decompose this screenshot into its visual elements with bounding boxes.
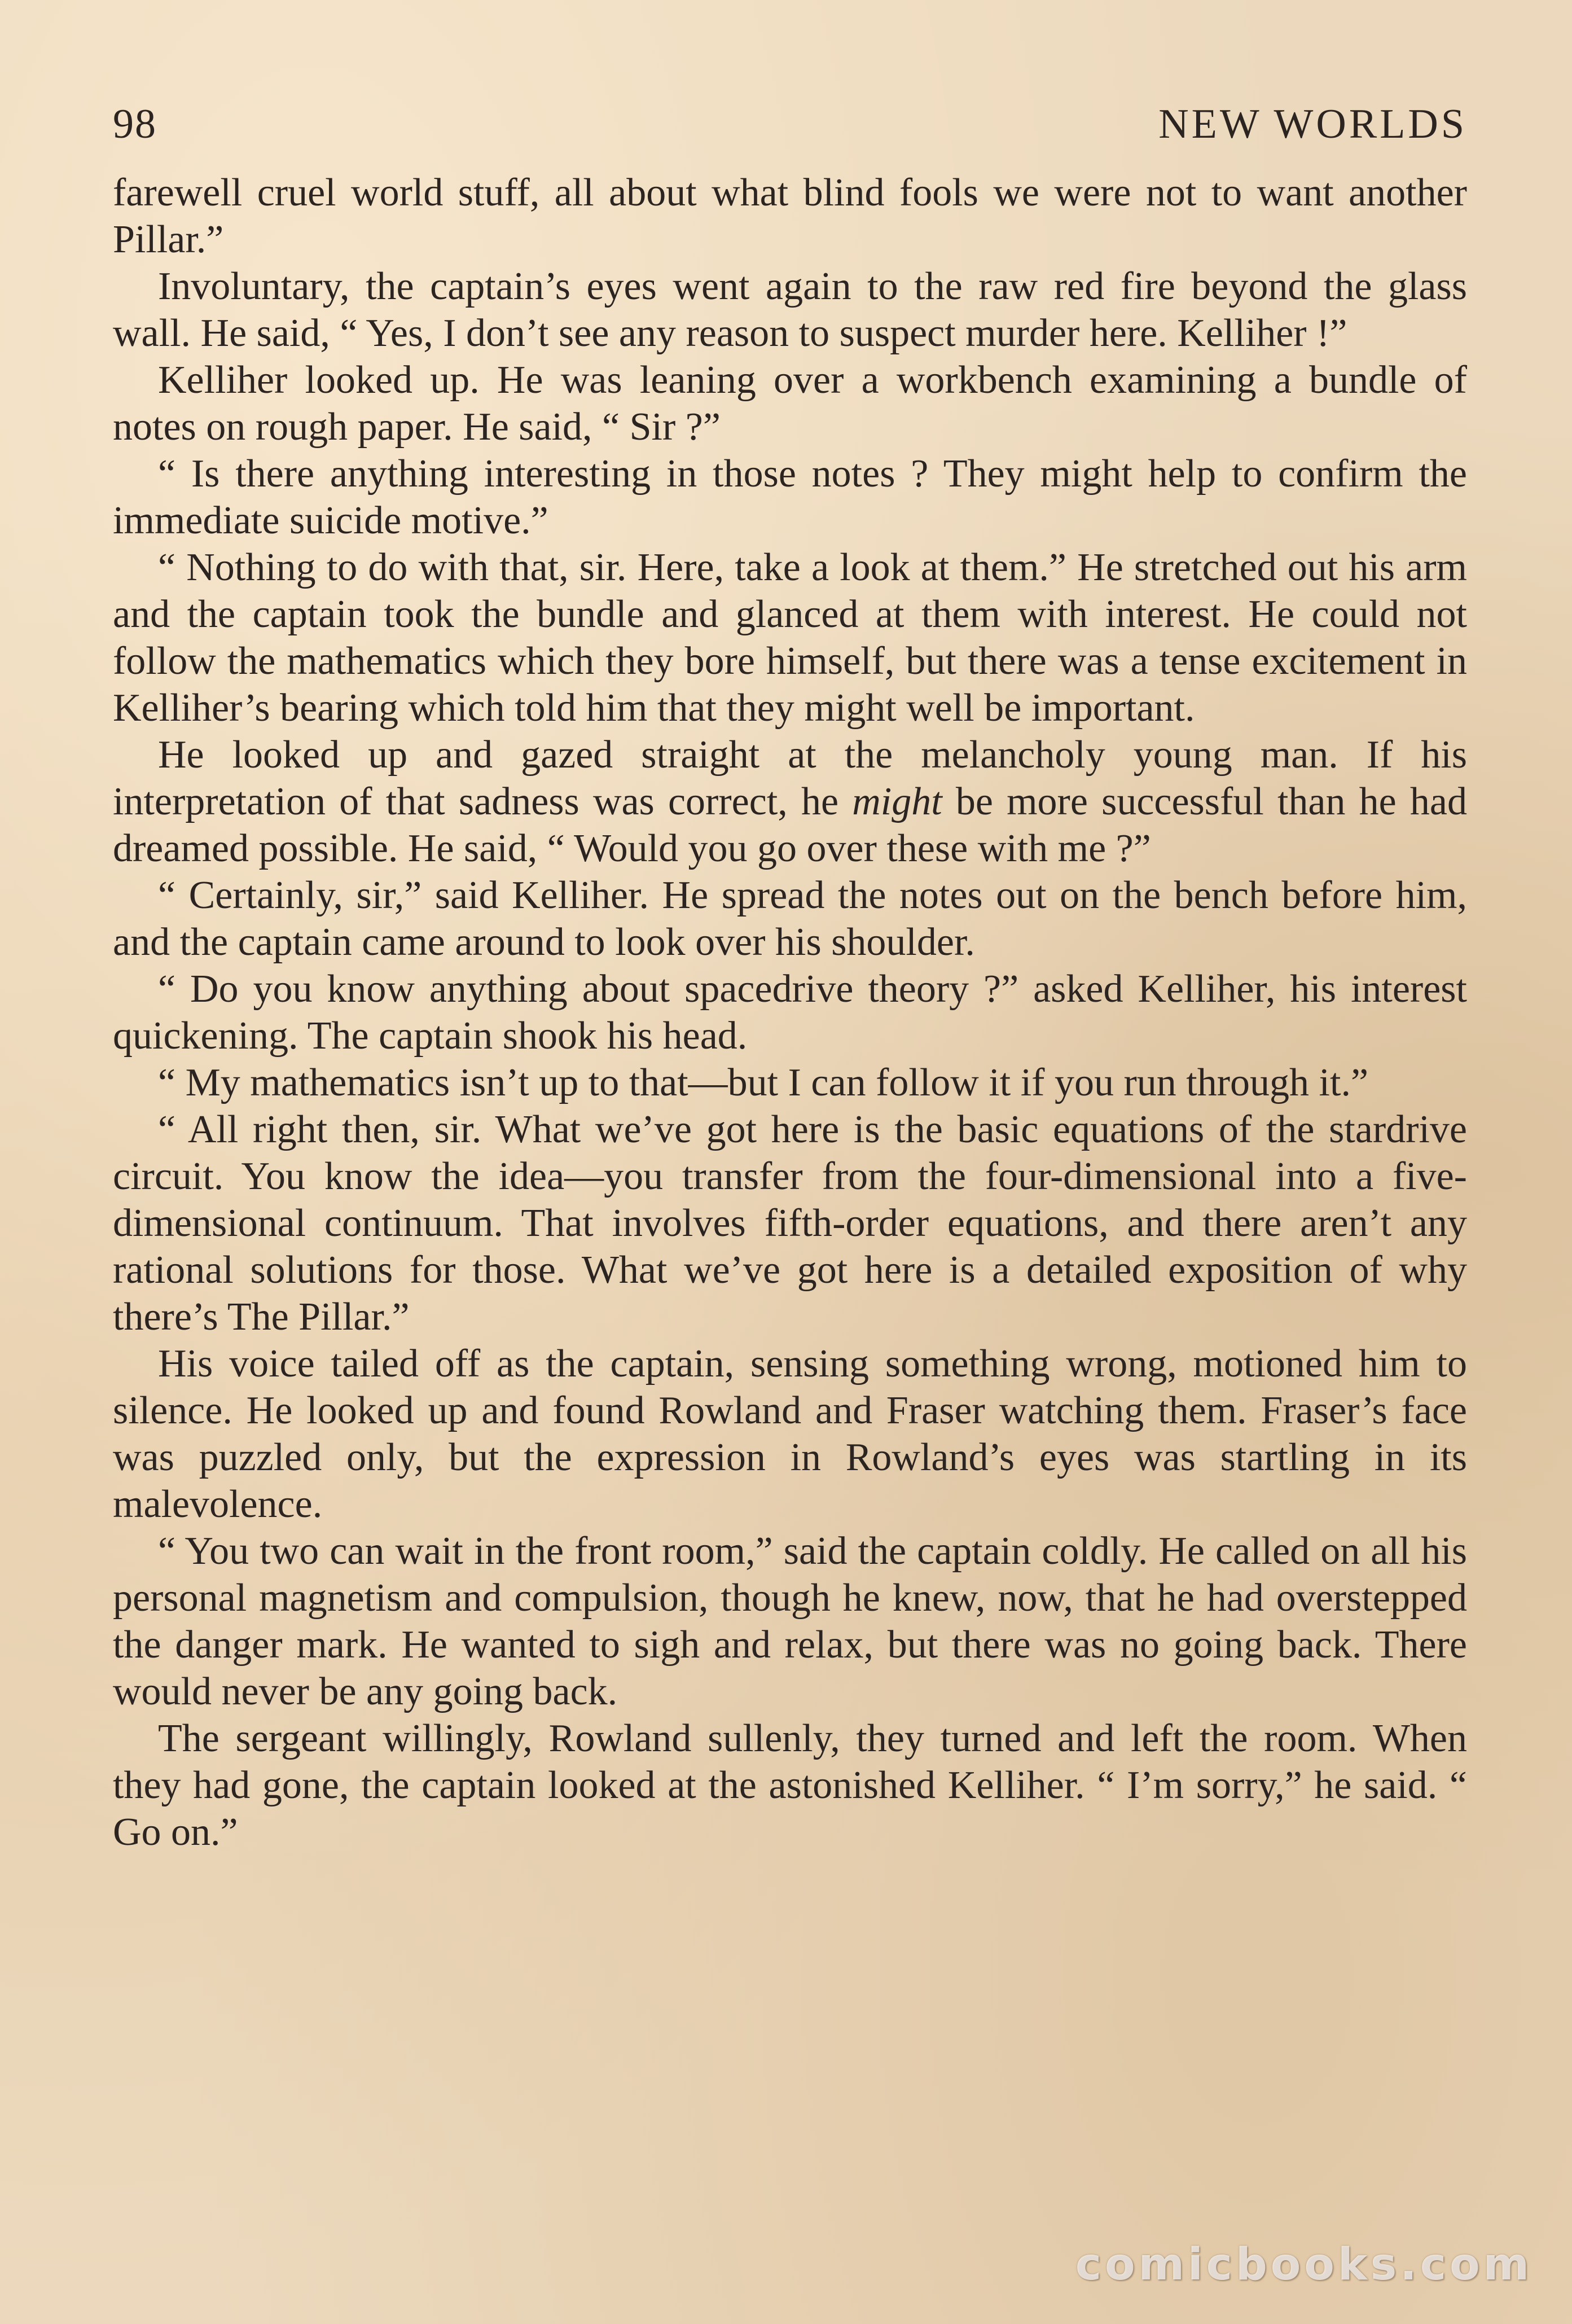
paragraph: His voice tailed off as the captain, sensing something wrong, motioned him to silence. He looked up and found Rowland and Fraser watching them. Fraser’s face was puzzled only, but the expression in Rowland’s eyes was startling in its malevolence. bbox=[113, 1342, 1467, 1526]
paragraph: “ Do you know anything about spacedrive theory ?” asked Kelliher, his interest quickening. The captain shook his head. bbox=[113, 967, 1467, 1058]
paragraph: farewell cruel world stuff, all about what blind fools we were not to want another Pillar.” bbox=[113, 171, 1467, 261]
paragraph: “ My mathematics isn’t up to that—but I can follow it if you run through it.” bbox=[158, 1061, 1369, 1104]
paragraph-text: be more successful than he had dreamed possible. He said, “ Would you go over these with me ?” bbox=[113, 780, 1467, 870]
paragraph-text: He looked up and gazed straight at the melancholy young man. If his interpretation of that sadness was correct, he bbox=[113, 733, 1467, 823]
paragraph: “ Is there anything interesting in those notes ? They might help to confirm the immediate suicide motive.” bbox=[113, 452, 1467, 542]
paragraph: “ All right then, sir. What we’ve got here is the basic equations of the stardrive circuit. You know the idea—you transfer from the four-dimensional into a five-dimensional continuum. That involves fifth-order equations, and there aren’t any rational solutions for those. What we’ve got here is a detailed exposition of why there’s The Pillar.” bbox=[113, 1108, 1467, 1339]
paragraph: Kelliher looked up. He was leaning over a workbench examining a bundle of notes on rough paper. He said, “ Sir ?” bbox=[113, 358, 1467, 449]
paragraph: The sergeant willingly, Rowland sullenly, they turned and left the room. When they had gone, the captain looked at the astonished Kelliher. “ I’m sorry,” he said. “ Go on.” bbox=[113, 1717, 1467, 1854]
page-number: 98 bbox=[113, 101, 157, 147]
running-head bbox=[113, 102, 1467, 169]
paragraph: “ Nothing to do with that, sir. Here, take a look at them.” He stretched out his arm and the captain took the bundle and glanced at them with interest. He could not follow the mathematics which they bore himself, but there was a tense excitement in Kelliher’s bearing which told him that they might well be important. bbox=[113, 546, 1467, 730]
paragraph bbox=[113, 731, 1467, 872]
paragraph: Involuntary, the captain’s eyes went again to the raw red fire beyond the glass wall. He said, “ Yes, I don’t see any reason to suspect murder here. Kelliher !” bbox=[113, 265, 1467, 355]
running-title: NEW WORLDS bbox=[1158, 101, 1467, 147]
paragraph: “ You two can wait in the front room,” said the captain coldly. He called on all his personal magnetism and compulsion, though he knew, now, that he had overstepped the danger mark. He wanted to sigh and relax, but there was no going back. There would never be any going back. bbox=[113, 1529, 1467, 1713]
italic-emphasis: might bbox=[852, 780, 942, 823]
body-text bbox=[113, 169, 1467, 1856]
watermark: comicbooks.com bbox=[1075, 2239, 1533, 2290]
book-page bbox=[113, 102, 1467, 2246]
paragraph: “ Certainly, sir,” said Kelliher. He spread the notes out on the bench before him, and the captain came around to look over his shoulder. bbox=[113, 874, 1467, 964]
